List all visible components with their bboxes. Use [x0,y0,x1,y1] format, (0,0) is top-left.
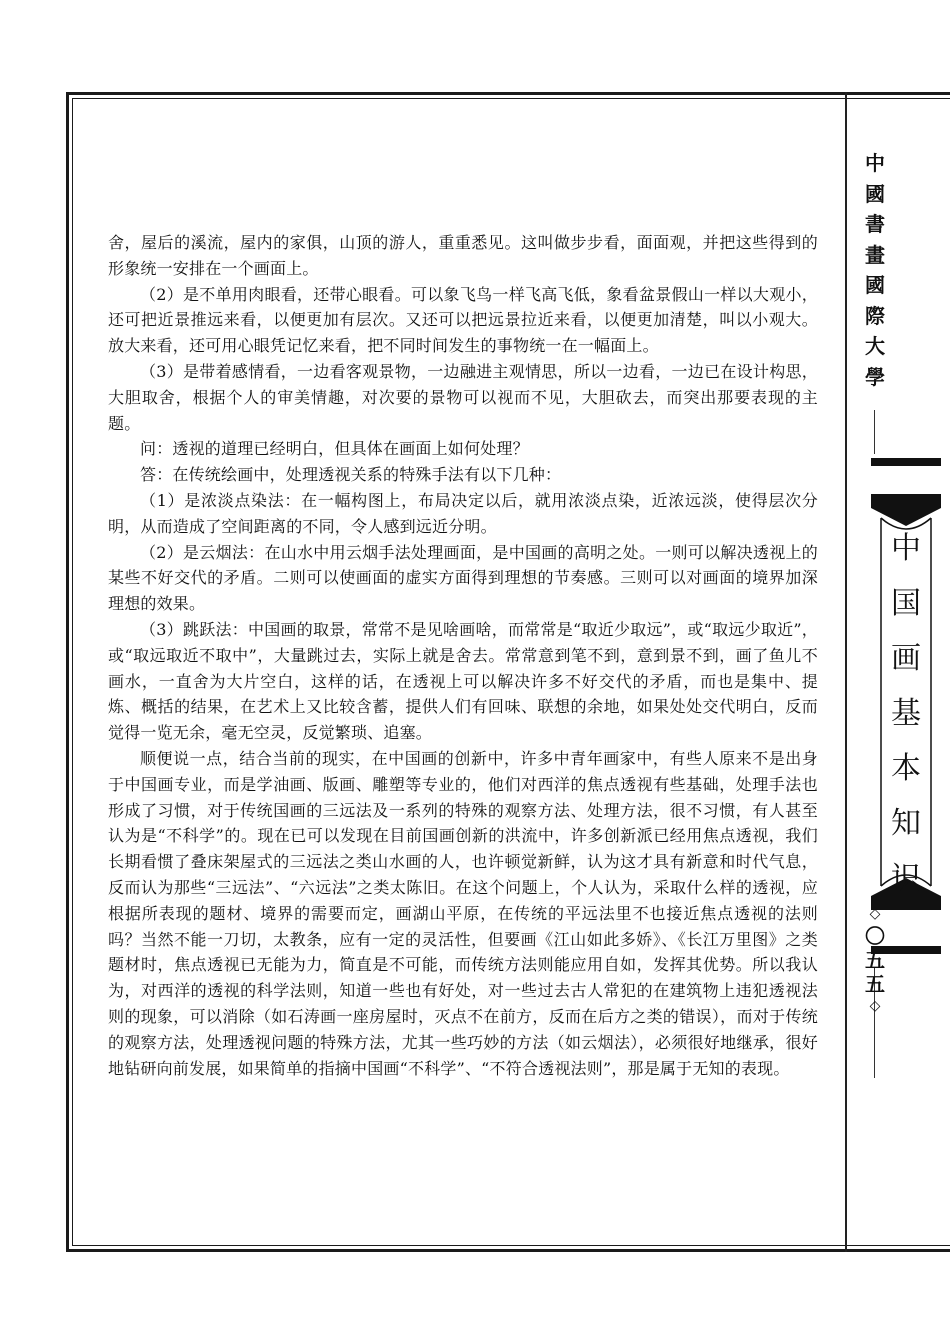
paragraph-method-2: （2）是云烟法：在山水中用云烟手法处理画面，是中国画的高明之处。一则可以解决透视上的某些不好交代的矛盾。二则可以使画面的虚实方面得到理想的节奏感。三则可以对画面的境界加深理想的效果。 [108,542,818,614]
series-title [871,521,941,906]
page-number-digit: 〇 [865,924,885,948]
university-char: 大 [865,334,885,358]
series-title-char: 画 [891,641,921,676]
series-title-char: 本 [891,751,921,786]
series-title-char: 识 [891,861,921,896]
university-char: 畫 [865,242,885,267]
paragraph-answer: 答：在传统绘画中，处理透视关系的特殊手法有以下几种： [140,465,562,485]
paragraph-closing: 顺便说一点，结合当前的现实，在中国画的创新中，许多中青年画家中，有些人原来不是出身于中国画专业，而是学油画、版画、雕塑等专业的，他们对西洋的焦点透视有些基础，处理手法也形成了习惯，对于传统国画的三远法及一系列的特殊的观察方法、处理方法，很不习惯，有人甚至认为是“不科学”的。现在已可以发现在目前国画创新的洪流中，许多创新派已经用焦点透视，我们长期看惯了叠床架屋式的三远法之类山水画的人，也许顿觉新鲜，认为这才具有新意和时代气息，反而认为那些“三远法”、“六远法”之类太陈旧。在这个问题上，个人认为，采取什么样的透视，应根据所表现的题材、境界的需要而定，画湖山平原，在传统的平远法里不也接近焦点透视的法则吗？当然不能一刀切，太教条，应有一定的灵活性，但要画《江山如此多娇》、《长江万里图》之类题材时，焦点透视已无能为力，简直是不可能，而传统方法则能应用自如，发挥其优势。所以我认为，对西洋的透视的科学法则，知道一些也有好处，对一些过去古人常犯的在建筑物上违犯透视法则的现象，可以消除（如石涛画一座房屋时，灭点不在前方，反而在后方之类的错误），而对于传统的观察方法，处理透视问题的特殊方法，尤其一些巧妙的方法（如云烟法），必须很好地继承，很好地钻研向前发展，如果简单的指摘中国画“不科学”、“不符合透视法则”，那是属于无知的表现。 [108,748,818,1078]
paragraph-point-2: （2）是不单用肉眼看，还带心眼看。可以象飞鸟一样飞高飞低，象看盆景假山一样以大观小，还可把近景推远来看，以便更加有层次。又还可以把远景拉近来看，以便更加清楚，叫以小观大。放大来看，还可用心眼凭记忆来看，把不同时间发生的事物统一在一幅面上。 [108,284,818,356]
series-title-char: 中 [891,531,921,566]
series-title-char: 国 [891,586,921,621]
diamond-icon: ◇ [869,906,881,922]
university-char: 國 [865,181,885,206]
university-char: 際 [865,303,885,328]
series-title-char: 知 [891,806,921,841]
thick-bar-top [871,458,941,466]
university-char: 書 [865,212,885,236]
university-char: 學 [865,364,885,389]
page-number [847,904,903,1016]
page-number-digit: 五 [865,972,885,996]
paragraph-method-1: （1）是浓淡点染法：在一幅构图上，布局决定以后，就用浓淡点染，近浓远淡，使得层次分明，从而造成了空间距离的不同，令人感到远近分明。 [108,490,818,536]
paragraph-question: 问：透视的道理已经明白，但具体在画面上如何处理？ [140,439,529,459]
paragraph-method-3: （3）跳跃法：中国画的取景，常常不是见啥画啥，而常常是“取近少取远”，或“取远少取近”，或“取远取近不取中”，大量跳过去，实际上就是舍去。常常意到笔不到，意到景不到，画了鱼儿不画水，一直舍为大片空白，这样的话，在透视上可以解决许多不好交代的矛盾，而也是集中、提炼、概括的结果，在艺术上又比较含蓄，提供人们有回味、联想的余地，如果处处交代明白，反而觉得一览无余，毫无空灵，反觉繁琐、追塞。 [108,619,818,743]
rule-line-upper [874,410,875,454]
diamond-icon: ◇ [869,998,881,1014]
page-number-digit: 五 [865,948,885,972]
paragraph-continuation: 舍，屋后的溪流，屋内的家俱，山顶的游人，重重悉见。这叫做步步看，面面观，并把这些得到的形象统一安排在一个画面上。 [108,233,818,278]
body-text [108,230,818,1081]
series-title-char: 基 [891,696,921,731]
paragraph-point-3: （3）是带着感情看，一边看客观景物，一边融进主观情思，所以一边看，一边已在设计构思，大胆取舍，根据个人的审美情趣，对次要的景物可以视而不见，大胆砍去，而突出那要表现的主题。 [108,361,818,433]
university-char: 國 [865,273,885,297]
side-column [847,92,950,1252]
university-name [847,148,903,392]
university-char: 中 [865,151,885,175]
series-label-box [847,458,921,954]
